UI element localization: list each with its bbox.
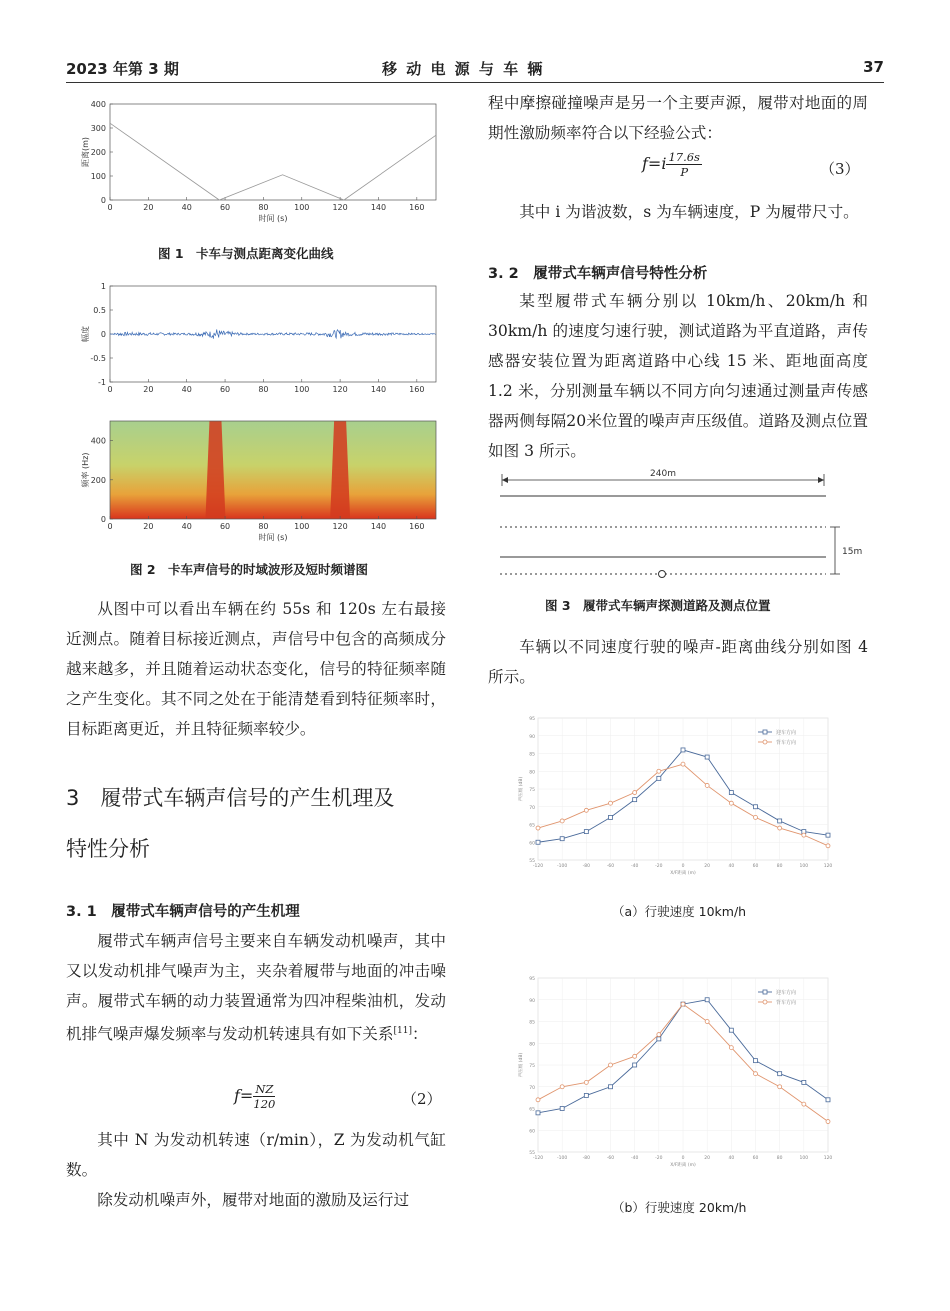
paragraph-2: 履带式车辆声信号主要来自车辆发动机噪声，其中又以发动机排气噪声为主，夹杂着履带与地面的冲击噪声。履带式车辆的动力装置通常为四冲程柴油机，发动机排气噪声爆发频率与发动机转速具有如下关系[11]：: [66, 932, 446, 1044]
x-tick-label: -40: [630, 864, 639, 869]
y-tick-label: 300: [90, 124, 106, 133]
y-tick-label: 65: [529, 1107, 535, 1113]
y-axis-label: 声压级 (dB): [519, 776, 524, 802]
y-tick-label: 70: [529, 805, 535, 811]
x-tick-label: 140: [370, 203, 387, 212]
data-point: [729, 1046, 733, 1050]
y-tick-label: -1: [98, 378, 106, 387]
x-tick-label: -80: [582, 864, 591, 869]
data-point: [802, 1080, 806, 1084]
y-tick-label: 0: [100, 515, 106, 524]
x-tick-label: 120: [823, 864, 833, 869]
x-tick-label: 20: [704, 864, 711, 869]
x-axis-label: X/F距离 (m): [670, 871, 696, 876]
header-rule: [66, 82, 884, 83]
x-tick-label: 160: [409, 203, 425, 212]
data-point: [729, 1028, 733, 1032]
x-tick-label: 80: [258, 522, 269, 531]
paragraph-7: 某型履带式车辆分别以 10km/h、20km/h 和 30km/h 的速度匀速行驶，测试道路为平直道路，声传感器安装位置为距离道路中心线 15 米、距地面高度 1.2 米，分别测量车辆以不同方向匀速通过测量声传感器两侧每隔20米位置的噪声声压级值。道路及测点位置如图 3 所示。: [488, 292, 868, 460]
figure-4a-caption: （a）行驶速度 10km/h: [612, 904, 747, 919]
page-number: 37: [863, 58, 884, 76]
y-tick-label: 90: [529, 998, 535, 1004]
y-tick-label: 75: [529, 788, 535, 793]
y-tick-label: 100: [90, 172, 106, 181]
legend-label: 迎车方向: [776, 990, 797, 996]
x-axis-label: 时间 (s): [258, 214, 288, 223]
subsection-3-1-heading: 3. 1 履带式车辆声信号的产生机理: [66, 904, 300, 920]
x-tick-label: 60: [219, 522, 231, 531]
y-tick-label: 400: [90, 100, 106, 109]
y-tick-label: 75: [529, 1064, 535, 1069]
data-point: [633, 1063, 637, 1067]
x-tick-label: 0: [681, 864, 685, 869]
spectrogram-background: [110, 421, 436, 519]
data-point: [560, 1085, 564, 1089]
x-tick-label: 160: [409, 522, 425, 531]
y-tick-label: 80: [529, 1042, 535, 1048]
legend-marker: [763, 740, 767, 744]
x-tick-label: -80: [582, 1156, 591, 1161]
x-tick-label: -100: [557, 864, 568, 869]
y-axis-label: 频率 (Hz): [81, 452, 90, 488]
plot-frame: [110, 104, 436, 200]
data-point: [729, 801, 733, 805]
y-tick-label: 80: [529, 770, 535, 776]
x-tick-label: 100: [294, 522, 310, 531]
data-point: [705, 755, 709, 759]
data-point: [584, 808, 588, 812]
data-point: [802, 1102, 806, 1106]
data-point: [584, 830, 588, 834]
x-tick-label: 20: [143, 522, 154, 531]
legend-marker: [763, 1000, 767, 1004]
data-point: [778, 826, 782, 830]
y-axis-label: 幅度: [81, 326, 90, 342]
x-tick-label: 120: [332, 203, 348, 212]
x-tick-label: 40: [728, 1156, 735, 1161]
data-point: [633, 1054, 637, 1058]
section-3-heading-line1: 3 履带式车辆声信号的产生机理及: [66, 786, 395, 810]
data-point: [633, 798, 637, 802]
data-point: [754, 1072, 758, 1076]
figure-2-waveform-plot: [76, 280, 446, 400]
paragraph-8: 车辆以不同速度行驶的噪声-距离曲线分别如图 4 所示。: [488, 638, 868, 686]
legend-marker: [763, 730, 767, 734]
x-tick-label: 100: [799, 1156, 809, 1161]
data-point: [681, 762, 685, 766]
paragraph-1: 从图中可以看出车辆在约 55s 和 120s 左右最接近测点。随着目标接近测点，声信号中包含的高频成分越来越多，并且随着运动状态变化，信号的特征频率随之产生变化。其不同之处在于能清楚看到特征频率时，目标距离更近，并且特征频率较少。: [66, 600, 446, 738]
data-point: [754, 815, 758, 819]
y-tick-label: 200: [90, 148, 106, 157]
x-tick-label: -100: [557, 1156, 568, 1161]
x-tick-label: 140: [370, 385, 387, 394]
paragraph-4: 除发动机噪声外，履带对地面的激励及运行过: [97, 1191, 410, 1209]
x-tick-label: 100: [799, 864, 809, 869]
data-point: [705, 783, 709, 787]
x-tick-label: -60: [606, 864, 615, 869]
data-point: [536, 826, 540, 830]
x-tick-label: -120: [532, 864, 544, 869]
x-axis-label: X/F距离 (m): [670, 1163, 696, 1168]
data-point: [536, 1111, 540, 1115]
y-tick-label: 60: [529, 1129, 535, 1135]
y-tick-label: 60: [529, 841, 535, 847]
data-point: [826, 844, 830, 848]
dimension-label-15: 15m: [842, 547, 863, 557]
data-point: [633, 791, 637, 795]
x-tick-label: -40: [630, 1156, 639, 1161]
y-tick-label: 0.5: [93, 306, 106, 315]
y-tick-label: 95: [529, 977, 535, 982]
figure-2-spectrogram: [76, 415, 446, 545]
journal-title: 移 动 电 源 与 车 辆: [382, 60, 545, 78]
data-point: [584, 1093, 588, 1097]
paragraph-6: 其中 i 为谐波数，s 为车辆速度，P 为履带尺寸。: [519, 203, 859, 221]
data-point: [778, 1085, 782, 1089]
data-point: [681, 1002, 685, 1006]
x-tick-label: 20: [143, 203, 154, 212]
figure-3-road-diagram: [492, 464, 868, 586]
equation-2-number: （2）: [402, 1090, 442, 1108]
x-tick-label: 80: [258, 203, 269, 212]
y-tick-label: 0: [100, 196, 106, 205]
x-tick-label: 120: [332, 522, 348, 531]
data-point: [657, 1037, 661, 1041]
x-tick-label: 160: [409, 385, 425, 394]
y-tick-label: 90: [529, 734, 535, 740]
x-tick-label: 60: [752, 1156, 759, 1161]
data-point: [754, 1059, 758, 1063]
distance-series-line: [110, 123, 436, 200]
figure-4b-caption: （b）行驶速度 20km/h: [612, 1200, 747, 1215]
y-axis-label: 距离(m): [81, 136, 90, 168]
figure-1-caption: 图 1 卡车与测点距离变化曲线: [158, 246, 334, 261]
data-point: [536, 1098, 540, 1102]
y-axis-label: 声压级 (dB): [519, 1052, 524, 1078]
data-point: [826, 1120, 830, 1124]
data-point: [778, 1072, 782, 1076]
y-tick-label: 55: [529, 1151, 535, 1156]
x-tick-label: -20: [655, 864, 663, 869]
x-tick-label: 80: [776, 1156, 783, 1161]
figure-2-caption: 图 2 卡车声信号的时域波形及短时频谱图: [130, 562, 369, 577]
x-tick-label: 40: [181, 522, 192, 531]
paragraph-5: 程中摩擦碰撞噪声是另一个主要声源，履带对地面的周期性激励频率符合以下经验公式：: [488, 94, 868, 142]
data-point: [657, 1033, 661, 1037]
citation-ref[interactable]: [11]: [393, 1026, 412, 1036]
data-point: [560, 837, 564, 841]
y-tick-label: 65: [529, 823, 535, 829]
data-point: [826, 833, 830, 837]
x-tick-label: 60: [752, 864, 759, 869]
y-tick-label: 1: [100, 282, 106, 291]
x-tick-label: 0: [107, 203, 113, 212]
x-tick-label: 120: [332, 385, 348, 394]
figure-1-distance-plot: [76, 96, 446, 231]
subsection-3-2-heading: 3. 2 履带式车辆声信号特性分析: [488, 266, 708, 282]
y-tick-label: 95: [529, 717, 535, 722]
x-tick-label: 120: [823, 1156, 833, 1161]
data-point: [729, 791, 733, 795]
dimension-label-240: 240m: [650, 469, 676, 479]
x-axis-label: 时间 (s): [258, 533, 288, 542]
data-point: [560, 1107, 564, 1111]
issue-label: 2023 年第 3 期: [66, 60, 179, 78]
y-tick-label: 55: [529, 859, 535, 864]
y-tick-label: 0: [100, 330, 106, 339]
data-point: [754, 805, 758, 809]
figure-3-caption: 图 3 履带式车辆声探测道路及测点位置: [545, 598, 771, 613]
x-tick-label: 20: [704, 1156, 711, 1161]
x-tick-label: 140: [370, 522, 387, 531]
x-tick-label: 20: [143, 385, 154, 394]
y-tick-label: 400: [90, 436, 106, 446]
x-tick-label: 40: [181, 203, 192, 212]
data-point: [536, 840, 540, 844]
x-tick-label: 100: [294, 203, 310, 212]
legend-label: 背车方向: [776, 740, 797, 746]
equation-2: f= $\frac{NZ}{120}$: [234, 1082, 276, 1111]
data-point: [560, 819, 564, 823]
measurement-point-marker: [659, 571, 666, 578]
y-tick-label: 85: [529, 752, 535, 758]
legend-label: 迎车方向: [776, 730, 797, 736]
data-point: [584, 1080, 588, 1084]
x-tick-label: 0: [107, 522, 113, 531]
paragraph-3: 其中 N 为发动机转速（r/min），Z 为发动机气缸数。: [66, 1131, 446, 1179]
data-point: [681, 748, 685, 752]
y-tick-label: 85: [529, 1020, 535, 1026]
section-3-heading-line2: 特性分析: [66, 837, 150, 861]
x-tick-label: 0: [107, 385, 113, 394]
data-point: [609, 801, 613, 805]
data-point: [609, 815, 613, 819]
equation-3-number: （3）: [820, 160, 860, 178]
x-tick-label: 80: [776, 864, 783, 869]
x-tick-label: -60: [606, 1156, 615, 1161]
figure-4a-noise-distance-chart: [508, 706, 838, 888]
equation-3: f=i $\frac{17.6s}{P}$: [642, 150, 700, 179]
x-tick-label: 60: [219, 203, 231, 212]
x-tick-label: 40: [181, 385, 192, 394]
x-tick-label: -120: [532, 1156, 544, 1161]
data-point: [705, 998, 709, 1002]
x-tick-label: 60: [219, 385, 231, 394]
data-point: [802, 833, 806, 837]
data-point: [657, 776, 661, 780]
x-tick-label: 40: [728, 864, 735, 869]
data-point: [657, 769, 661, 773]
y-tick-label: -0.5: [90, 354, 106, 363]
data-point: [609, 1085, 613, 1089]
data-point: [705, 1020, 709, 1024]
x-tick-label: 0: [681, 1156, 685, 1161]
x-tick-label: -20: [655, 1156, 663, 1161]
data-point: [826, 1098, 830, 1102]
waveform-series-line: [110, 329, 436, 338]
y-tick-label: 200: [90, 475, 106, 485]
y-tick-label: 70: [529, 1085, 535, 1091]
data-point: [609, 1063, 613, 1067]
legend-marker: [763, 990, 767, 994]
legend-label: 背车方向: [776, 1000, 797, 1006]
x-tick-label: 100: [294, 385, 310, 394]
data-point: [778, 819, 782, 823]
figure-4b-noise-distance-chart: [508, 966, 838, 1180]
x-tick-label: 80: [258, 385, 269, 394]
